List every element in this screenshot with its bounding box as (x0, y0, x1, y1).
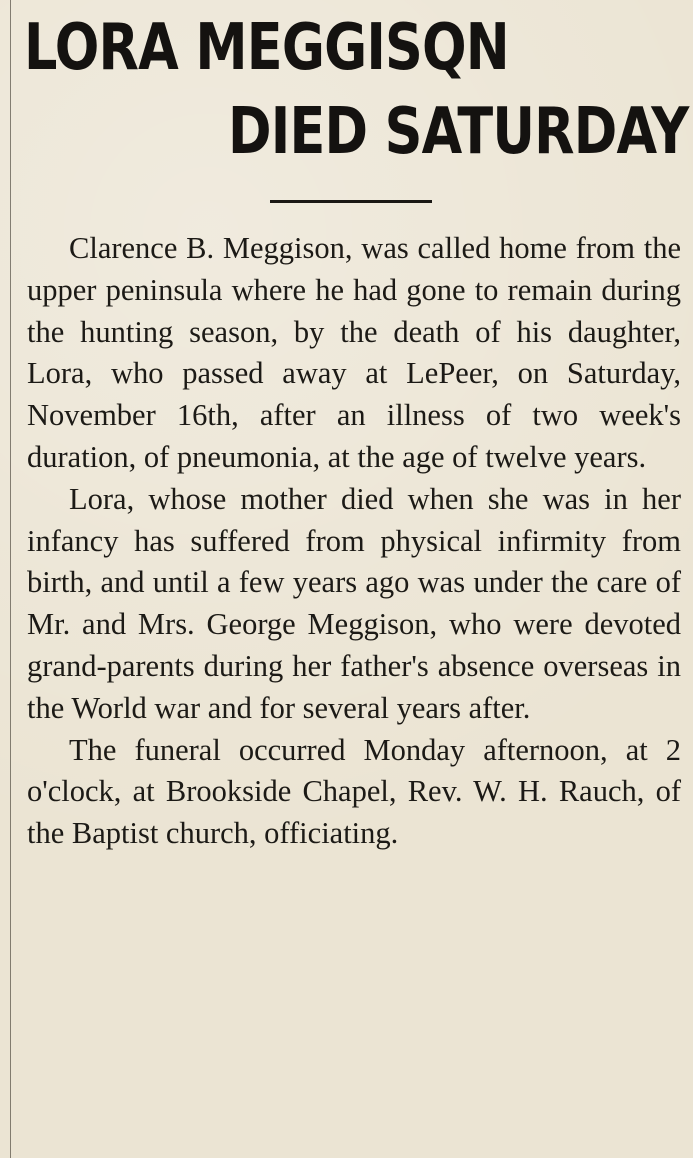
paragraph-death-notice: Clarence B. Meggison, was called home from the upper peninsula where he had gone to remain during the hunting season, by the death of his daughter, Lora, who passed away at LePeer, on Saturday, November 16th, after an illness of two week's duration, of pneumonia, at the age of twelve years. (27, 231, 681, 474)
paragraph-biography: Lora, whose mother died when she was in her infancy has suffered from physical infirmity from birth, and until a few years ago was under the care of Mr. and Mrs. George Meggison, who were devoted grand-parents during her father's absence overseas in the World war and for several years after. (27, 481, 681, 725)
article-body (27, 228, 681, 855)
column-rule (10, 0, 11, 1158)
headline-divider (270, 200, 432, 203)
paragraph-funeral: The funeral occurred Monday afternoon, at 2 o'clock, at Brookside Chapel, Rev. W. H. Rauch, of the Baptist church, officiating. (27, 732, 681, 851)
headline-line-1: LORA MEGGISQN (24, 11, 509, 85)
headline-line-2: DIED SATURDAY (228, 95, 689, 169)
